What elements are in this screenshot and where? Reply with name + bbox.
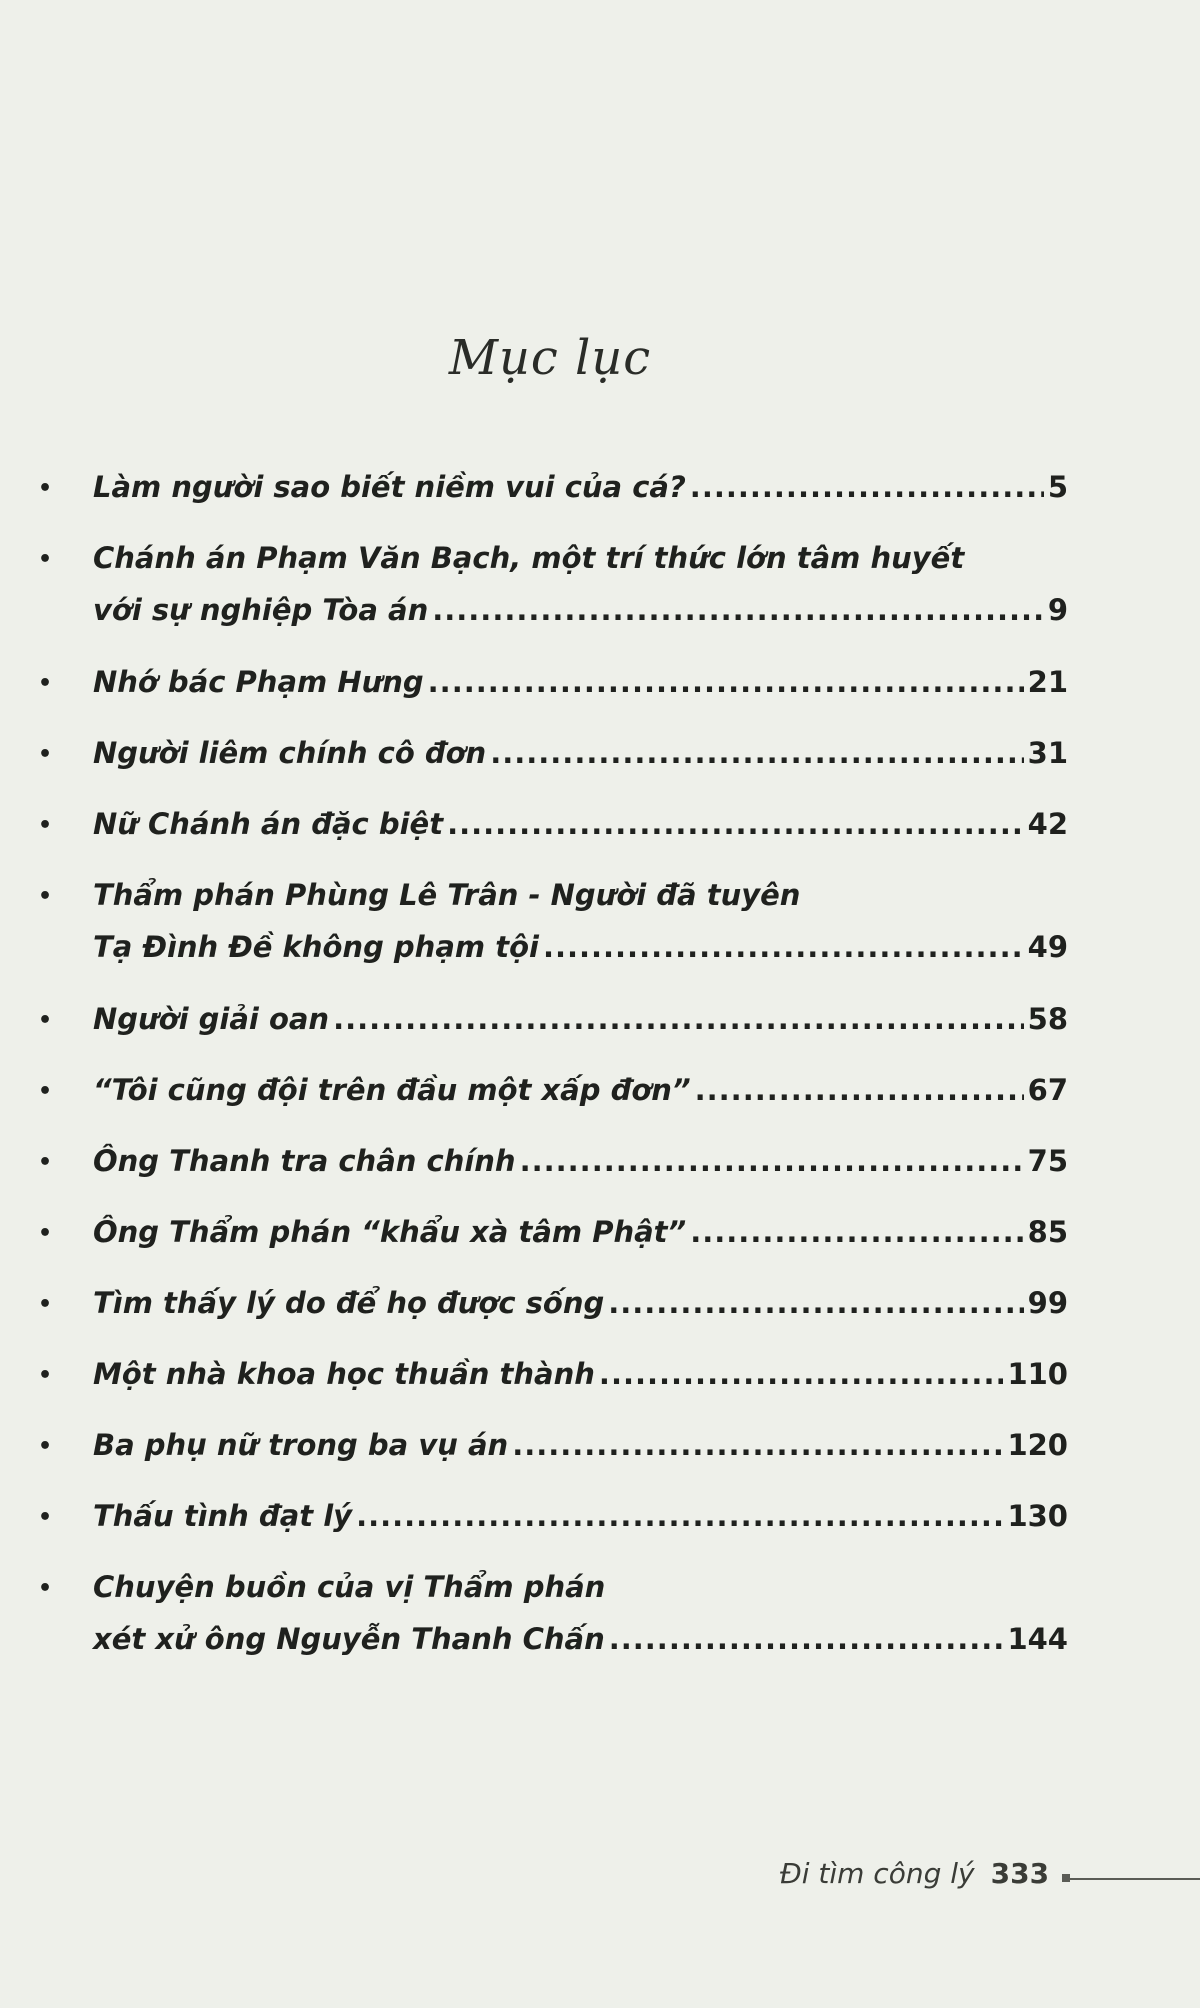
toc-entry-page: 130 <box>1007 1499 1068 1533</box>
bullet-icon: • <box>38 1150 53 1175</box>
toc-entry-title: Một nhà khoa học thuần thành <box>93 1357 595 1391</box>
toc-entry-title: Nữ Chánh án đặc biệt <box>93 807 444 841</box>
footer-rule <box>1062 1878 1200 1880</box>
bullet-icon: • <box>38 1505 53 1530</box>
dot-leader <box>690 470 1044 504</box>
footer-book-title: Đi tìm công lý <box>780 1857 975 1890</box>
dot-leader <box>608 1286 1023 1320</box>
bullet-icon: • <box>38 742 53 767</box>
toc-entry-page: 85 <box>1027 1215 1068 1249</box>
dot-leader <box>447 807 1024 841</box>
toc-entry-title-line1: Thẩm phán Phùng Lê Trân - Người đã tuyên <box>93 878 801 912</box>
toc-entry-title: Làm người sao biết niềm vui của cá? <box>93 470 686 504</box>
toc-entry-title: với sự nghiệp Tòa án <box>93 593 429 627</box>
toc-entry-title: Tạ Đình Đề không phạm tội <box>93 930 539 964</box>
bullet-icon: • <box>38 1292 53 1317</box>
dot-leader <box>609 1622 1004 1656</box>
dot-leader <box>490 736 1023 770</box>
toc-entry-page: 5 <box>1047 470 1068 504</box>
dot-leader <box>695 1073 1024 1107</box>
toc-entry-page: 21 <box>1027 665 1068 699</box>
dot-leader <box>690 1215 1023 1249</box>
toc-entry-page: 110 <box>1007 1357 1068 1391</box>
toc-entry-page: 49 <box>1027 930 1068 964</box>
toc-entry-page: 75 <box>1027 1144 1068 1178</box>
toc-entry-title: xét xử ông Nguyễn Thanh Chấn <box>93 1622 605 1656</box>
toc-entry-page: 120 <box>1007 1428 1068 1462</box>
dot-leader <box>543 930 1024 964</box>
dot-leader <box>432 593 1044 627</box>
toc-entry-page: 144 <box>1007 1622 1068 1656</box>
toc-entry-title: Ông Thẩm phán “khẩu xà tâm Phật” <box>93 1215 687 1249</box>
bullet-icon: • <box>38 1221 53 1246</box>
bullet-icon: • <box>38 1576 53 1601</box>
bullet-icon: • <box>38 1434 53 1459</box>
toc-entry-page: 31 <box>1027 736 1068 770</box>
bullet-icon: • <box>38 1008 53 1033</box>
toc-entry-title: Ba phụ nữ trong ba vụ án <box>93 1428 509 1462</box>
toc-entry-page: 9 <box>1047 593 1068 627</box>
dot-leader <box>599 1357 1004 1391</box>
toc-entry-title: Nhớ bác Phạm Hưng <box>93 665 424 699</box>
toc-entry-title: Người liêm chính cô đơn <box>93 736 487 770</box>
dot-leader <box>333 1002 1024 1036</box>
footer-page-number: 333 <box>990 1857 1050 1890</box>
toc-entry-page: 99 <box>1027 1286 1068 1320</box>
page-title: Mục lục <box>448 330 652 386</box>
dot-leader <box>356 1499 1003 1533</box>
toc-entry-page: 67 <box>1027 1073 1068 1107</box>
toc-entry-title: Ông Thanh tra chân chính <box>93 1144 516 1178</box>
toc-entry-title-line1: Chánh án Phạm Văn Bạch, một trí thức lớn tâm huyết <box>93 541 965 575</box>
bullet-icon: • <box>38 1079 53 1104</box>
bullet-icon: • <box>38 476 53 501</box>
toc-entry-title: Người giải oan <box>93 1002 330 1036</box>
bullet-icon: • <box>38 1363 53 1388</box>
toc-entry-page: 42 <box>1027 807 1068 841</box>
dot-leader <box>520 1144 1024 1178</box>
toc-entry-title: Tìm thấy lý do để họ được sống <box>93 1286 605 1320</box>
bullet-icon: • <box>38 671 53 696</box>
toc-entry-title: Thấu tình đạt lý <box>93 1499 353 1533</box>
page-footer <box>780 1857 1049 1890</box>
dot-leader <box>512 1428 1003 1462</box>
bullet-icon: • <box>38 884 53 909</box>
toc-entry-title-line1: Chuyện buồn của vị Thẩm phán <box>93 1570 606 1604</box>
toc-entry-title: “Tôi cũng đội trên đầu một xấp đơn” <box>93 1073 691 1107</box>
bullet-icon: • <box>38 813 53 838</box>
toc-entry-page: 58 <box>1027 1002 1068 1036</box>
dot-leader <box>428 665 1024 699</box>
bullet-icon: • <box>38 547 53 572</box>
